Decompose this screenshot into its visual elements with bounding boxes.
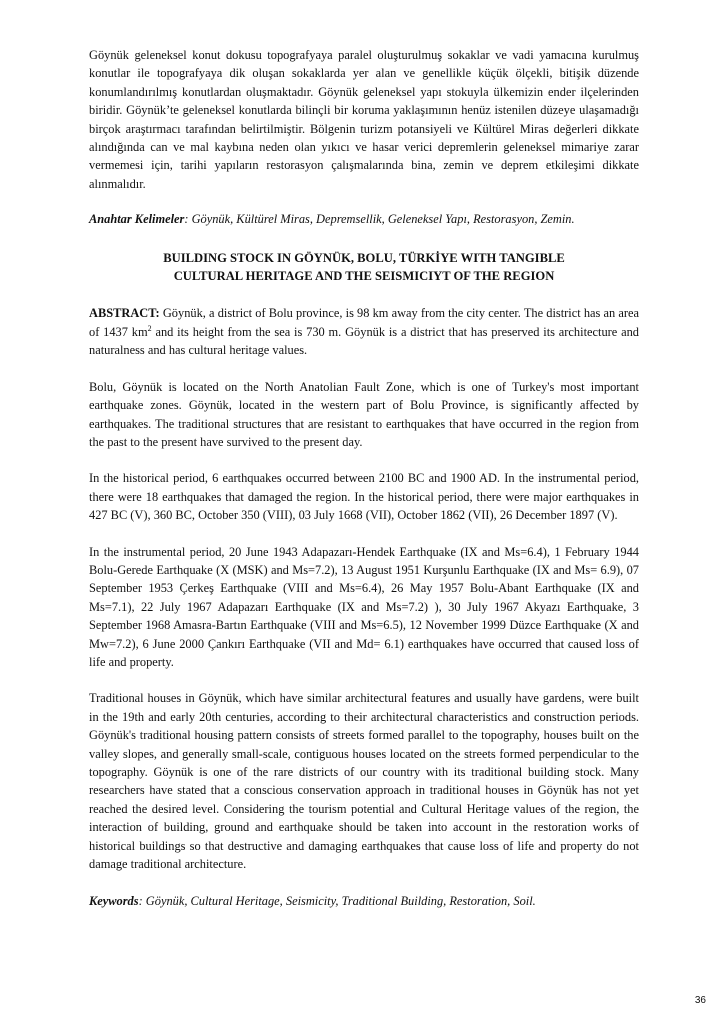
page-number: 36 [694,995,706,1006]
english-title [89,249,639,286]
english-title-line-2: CULTURAL HERITAGE AND THE SEISMICIYT OF THE REGION [173,269,555,284]
english-title-line-1: BUILDING STOCK IN GÖYNÜK, BOLU, TÜRKİYE WITH TANGIBLE [163,250,565,265]
english-keywords [89,892,639,910]
abstract-superscript: 2 [147,323,152,333]
body-paragraph-traditional-houses: Traditional houses in Göynük, which have similar architectural features and usually have gardens, were built in the 19th and early 20th centuries, according to their architectural characteristics and construction periods. Göynük's traditional housing pattern consists of streets formed parallel to the topography, houses built on the valley slopes, and generally small-scale, contiguous houses located on the streets formed perpendicular to the topography. Göynük is one of the rare districts of our country with its traditional building stock. Many researchers have stated that a conscious conservation approach in traditional houses in Göynük has not yet reached the desired level. Considering the tourism potential and Cultural Heritage values of the region, the interaction of building, ground and earthquake should be taken into account in the restoration works of historical buildings so that destructive and damaging earthquakes that cause loss of life and property do not damage traditional architecture. [89,691,639,872]
body-paragraph-instrumental-period: In the instrumental period, 20 June 1943 Adapazarı-Hendek Earthquake (IX and Ms=6.4), 1 February 1944 Bolu-Gerede Earthquake (X (MSK) and Ms=7.2), 13 August 1951 Kurşunlu Earthquake (IX and Ms= 6.9), 07 September 1953 Çerkeş Earthquake (VIII and Ms=6.4), 26 May 1957 Bolu-Abant Earthquake (IX and Ms=7.1), 22 July 1967 Adapazarı Earthquake (IX and Ms=7.2) ), 30 July 1967 Akyazı Earthquake, 3 September 1968 Amasra-Bartın Earthquake (VIII and Ms=6.5), 12 November 1999 Düzce Earthquake (X and Mw=7.2), 6 June 2000 Çankırı Earthquake (VII and Md= 6.1) earthquakes have occurred that caused loss of life and property. [89,544,639,669]
english-keywords-list: : Göynük, Cultural Heritage, Seismicity, Traditional Building, Restoration, Soil. [138,894,536,909]
turkish-abstract-paragraph: Göynük geleneksel konut dokusu topografyaya paralel oluşturulmuş sokaklar ve vadi yamacına kurulmuş konutlar ile topografyaya dik oluşan sokaklarda yer alan ve genellikle küçük ölçekli, bitişik düzende konumlandırılmış konutlardan oluşmaktadır. Göynük geleneksel yapı stokuyla ülkemizin ender ilçelerinden biridir. Göynük’te geleneksel konutlarda bilinçli bir koruma yaklaşımının henüz istenilen düzeye ulaşamadığı birçok araştırmacı tarafından belirtilmiştir. Bölgenin turizm potansiyeli ve Kültürel Miras değerleri dikkate alındığında can ve mal kaybına neden olan yıkıcı ve hasar verici depremlerin geleneksel mimariye zarar vermemesi için, tarihi yapıların restorasyon çalışmalarında bina, zemin ve deprem etkileşimi dikkate alınmalıdır. [89,48,639,191]
body-paragraph-historical-period: In the historical period, 6 earthquakes occurred between 2100 BC and 1900 AD. In the instrumental period, there were 18 earthquakes that damaged the region. In the historical period, there were major earthquakes in 427 BC (V), 360 BC, October 350 (VIII), 03 July 1668 (VII), October 1862 (VII), 26 December 1897 (V). [89,471,639,523]
paper-page [89,46,639,911]
abstract-text-part-2: and its height from the sea is 730 m. Göynük is a district that has preserved its architecture and naturalness and has cultural heritage values. [89,324,639,358]
abstract-text-part-1: Göynük, a district of Bolu province, is 98 km away from the city center. The district has an area of 1437 km [89,306,639,339]
abstract-label: ABSTRACT: [89,306,160,321]
english-keywords-label: Keywords [89,894,139,909]
body-paragraph-fault-zone: Bolu, Göynük is located on the North Anatolian Fault Zone, which is one of Turkey's most important earthquake zones. Göynük, located in the western part of Bolu Province, is significantly affected by earthquakes. The traditional structures that are resistant to earthquakes that have occurred in the region from the past to the present have survived to the present day. [89,379,639,449]
turkish-keywords [89,210,639,228]
turkish-keywords-label: Anahtar Kelimeler [89,212,185,227]
english-abstract-paragraph [89,304,639,359]
turkish-keywords-list: : Göynük, Kültürel Miras, Depremsellik, Geleneksel Yapı, Restorasyon, Zemin. [184,212,575,227]
